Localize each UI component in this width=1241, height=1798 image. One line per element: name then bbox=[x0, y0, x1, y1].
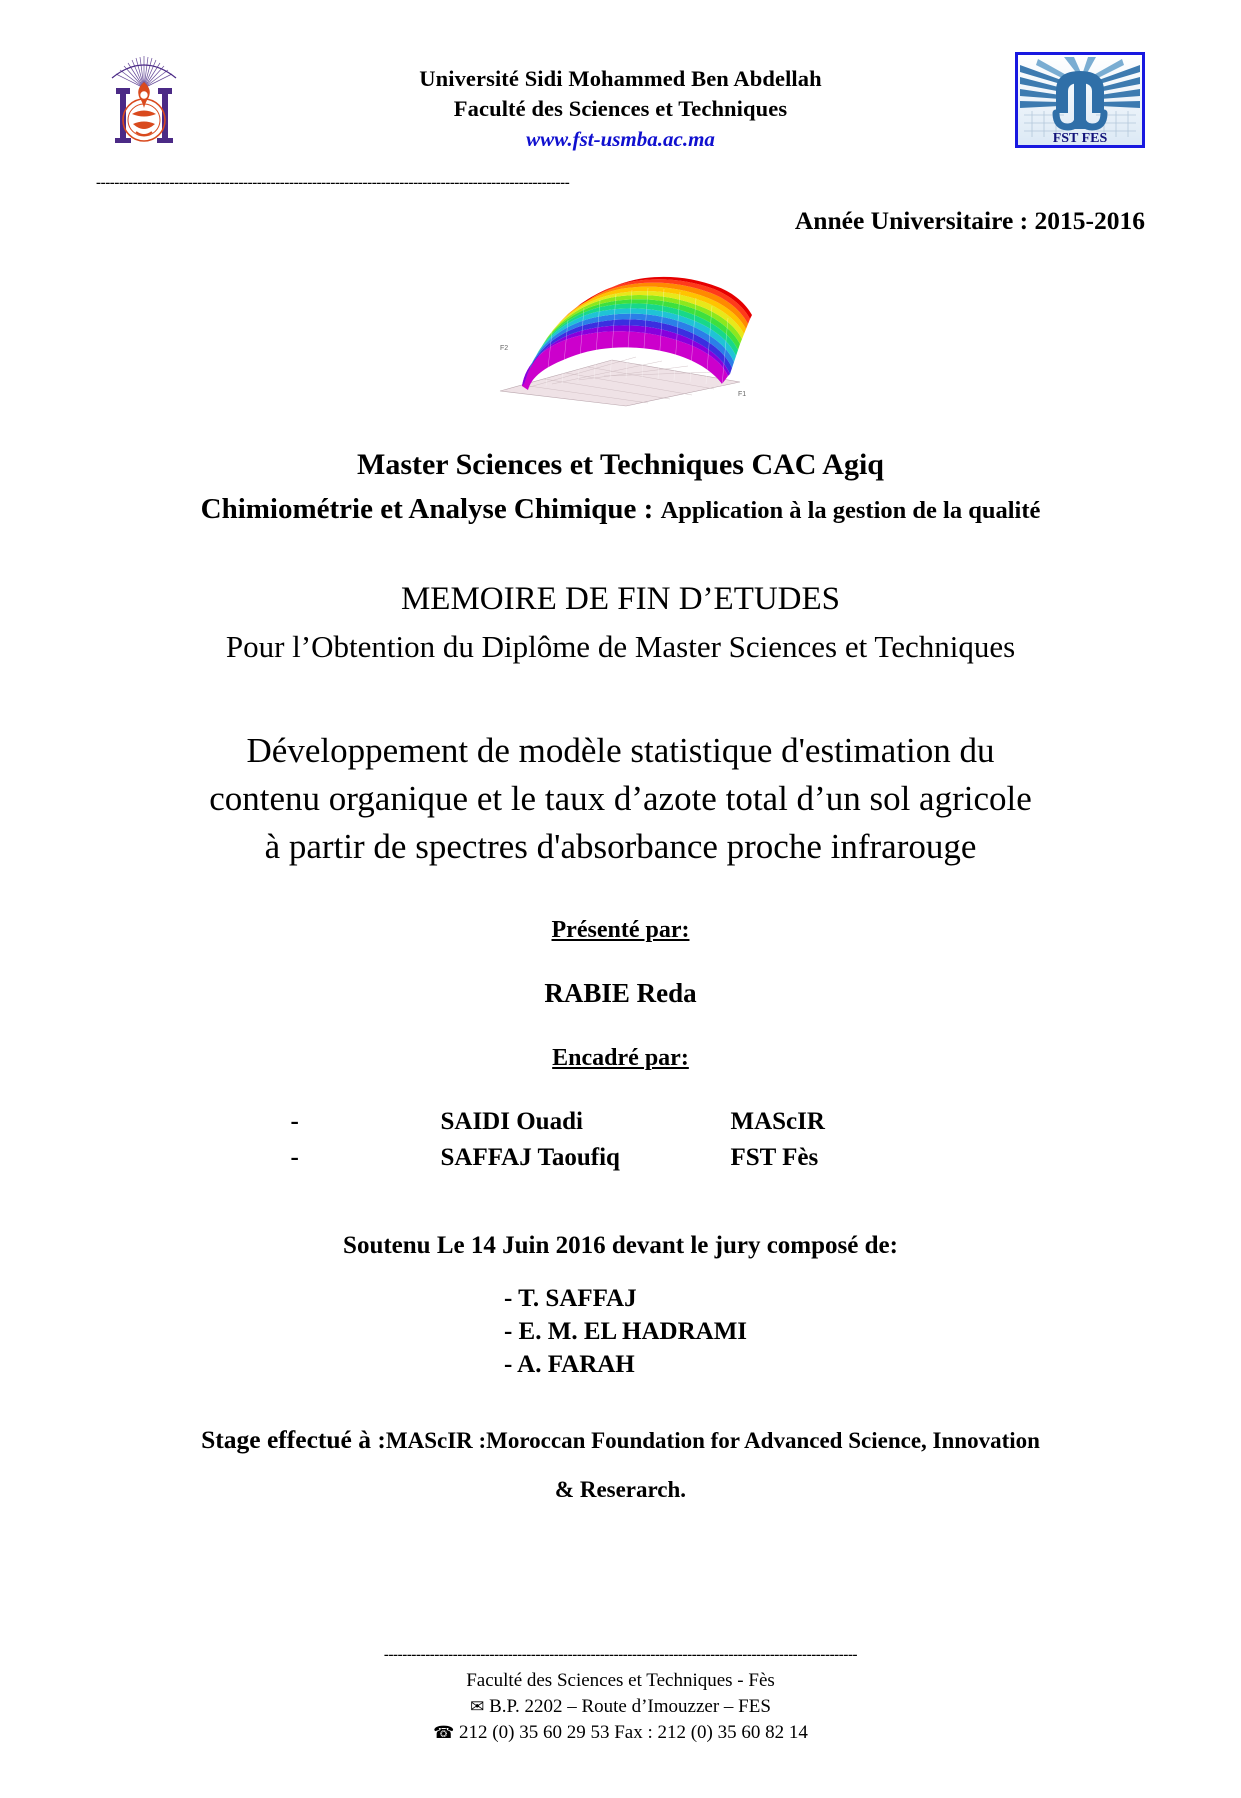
presented-by-label bbox=[0, 917, 1241, 944]
program-line-2 bbox=[0, 487, 1241, 533]
thesis-title-line-2: contenu organique et le taux d’azote total d’un sol agricole bbox=[209, 779, 1032, 818]
author-name: RABIE Reda bbox=[544, 978, 697, 1008]
memoire-heading: MEMOIRE DE FIN D’ETUDES bbox=[400, 581, 841, 617]
thesis-title-line-3: à partir de spectres d'absorbance proche infrarouge bbox=[264, 827, 977, 866]
defense-line: Soutenu Le 14 Juin 2016 devant le jury composé de: bbox=[343, 1232, 898, 1259]
supervisors-table bbox=[291, 1104, 951, 1176]
footer-address-line bbox=[0, 1694, 1241, 1720]
supervisor-dash-1: - bbox=[290, 1108, 299, 1135]
jury-list bbox=[0, 1282, 1241, 1381]
jury-member-2: - E. M. EL HADRAMI bbox=[503, 1318, 748, 1345]
table-row bbox=[291, 1104, 951, 1140]
envelope-icon: ✉ bbox=[470, 1697, 485, 1716]
academic-year: Année Universitaire : 2015-2016 bbox=[794, 206, 1145, 235]
supervisor-org-2: FST Fès bbox=[730, 1144, 819, 1171]
program-line-2-bold: Chimiométrie et Analyse Chimique : bbox=[200, 493, 661, 525]
internship-prefix: Stage effectué à : bbox=[201, 1425, 386, 1454]
axis-label-f2: F2 bbox=[499, 345, 508, 352]
presented-by-label-text: Présenté par: bbox=[551, 917, 690, 943]
university-name: Université Sidi Mohammed Ben Abdellah bbox=[419, 66, 822, 91]
supervisor-dash-2: - bbox=[290, 1144, 299, 1171]
internship-line-1 bbox=[0, 1417, 1241, 1467]
telephone-icon: ☎ bbox=[433, 1723, 455, 1742]
internship-block bbox=[0, 1417, 1241, 1513]
header-text-block bbox=[96, 64, 1145, 154]
table-row bbox=[291, 1140, 951, 1176]
header-separator: ------------------------------------------------------------------------------------------------------- bbox=[96, 176, 570, 191]
supervised-by-label bbox=[0, 1045, 1241, 1072]
program-block bbox=[0, 443, 1241, 533]
internship-org: MAScIR :Moroccan Foundation for Advanced Science, Innovation bbox=[385, 1428, 1040, 1453]
supervisor-org-1: MAScIR bbox=[730, 1108, 825, 1135]
memoire-block bbox=[0, 575, 1241, 671]
program-line-1: Master Sciences et Techniques CAC Agiq bbox=[357, 448, 884, 481]
internship-line-2: & Reserarch. bbox=[554, 1477, 687, 1502]
faculty-name: Faculté des Sciences et Techniques bbox=[453, 96, 788, 121]
thesis-title bbox=[0, 727, 1241, 871]
footer-address: B.P. 2202 – Route d’Imouzzer – FES bbox=[489, 1696, 771, 1717]
footer-faculty: Faculté des Sciences et Techniques - Fès bbox=[466, 1670, 775, 1691]
figure-wrapper bbox=[0, 258, 1241, 413]
supervised-by-label-text: Encadré par: bbox=[552, 1045, 689, 1071]
3d-surface-plot bbox=[486, 258, 756, 408]
memoire-subheading: Pour l’Obtention du Diplôme de Master Sciences et Techniques bbox=[225, 629, 1016, 664]
footer-separator: ------------------------------------------------------------------------------------------------------- bbox=[383, 1648, 858, 1663]
jury-member-1: - T. SAFFAJ bbox=[503, 1285, 637, 1312]
page-header bbox=[96, 44, 1145, 174]
jury-member-3: - A. FARAH bbox=[503, 1351, 635, 1378]
supervisor-name-1: SAIDI Ouadi bbox=[440, 1108, 583, 1135]
supervisor-name-2: SAFFAJ Taoufiq bbox=[440, 1144, 620, 1171]
footer-phone-line bbox=[0, 1720, 1241, 1746]
thesis-title-line-1: Développement de modèle statistique d'estimation du bbox=[246, 731, 995, 770]
page-footer bbox=[0, 1648, 1241, 1746]
university-website[interactable]: www.fst-usmba.ac.ma bbox=[526, 127, 715, 151]
footer-phone: 212 (0) 35 60 29 53 Fax : 212 (0) 35 60 82 14 bbox=[459, 1722, 808, 1743]
axis-label-f1: F1 bbox=[737, 391, 746, 398]
fst-fes-logo bbox=[1015, 52, 1145, 148]
program-line-2-rest: Application à la gestion de la qualité bbox=[660, 497, 1041, 524]
jury-list-inner bbox=[494, 1282, 747, 1381]
thesis-cover-page bbox=[0, 44, 1241, 1798]
fst-fes-logo-text: FST FES bbox=[1052, 131, 1108, 145]
